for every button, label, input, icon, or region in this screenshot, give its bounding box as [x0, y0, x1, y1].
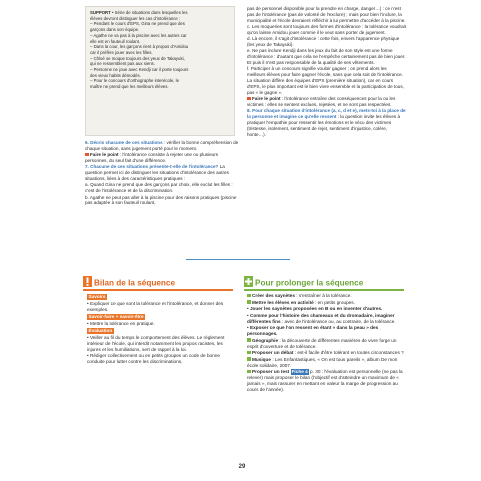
bilan-content [87, 293, 235, 366]
fiche-badge: Fiche 4 [291, 369, 308, 374]
support-line: – Dans la cour, les garçons rient à propos d'Amidou [90, 44, 189, 50]
prolonger-item-4 [247, 350, 407, 356]
right-column [247, 6, 406, 138]
prolonger-item-2c-title: Exposer ce que l'on ressent en étant « dans la peau » des personnages. [247, 325, 379, 336]
question-8-text: : la question invite les élèves à pratiquer l'empathie pour ressentir les émotions et le vécu des victimes (tristesse, isolement, sentiment de rejet, sentiment d'injustice, colère, honte…). [247, 114, 401, 137]
prolonger-item-5-text: : Les Enfantastiques, « On est tous pareils », album De mon école solidaire, 2007. [247, 356, 398, 368]
bullet-square-icon [247, 351, 251, 355]
prolonger-item-6 [247, 369, 407, 393]
question-7-text: La question permet ici de distinguer les situations d'intolérance des autres situations, liées à des caractéristiques pratiques : [85, 164, 229, 182]
support-line: – Pendant le cours d'EPS, Gina ne prend que des [90, 21, 185, 27]
faire-le-point-title: Faire le point [252, 96, 281, 102]
question-7 [85, 164, 240, 182]
support-line: des vieux habits démodés. [90, 72, 141, 78]
support-line: – Personne ne joue avec Kendji car il porte toujours [90, 67, 189, 73]
answer-d: d. Là encore, il s'agit d'intolérance : cette fois, envers l'apparence physique (les yeux de Takayuki). [247, 36, 400, 48]
question-6-text: : vérifier la bonne compréhension de chaque situation, sans jugement porté pour le moment. [85, 140, 239, 151]
prolonger-item-1 [247, 293, 407, 299]
prolonger-item-2a: • Jouer les saynètes proposées en B ou en inventer d'autres. [247, 306, 383, 311]
bilan-title: Bilan de la séquence [94, 278, 175, 288]
prolonger-header [244, 276, 363, 289]
support-line: elle est en fauteuil roulant. [90, 38, 141, 44]
question-8-title: Pour chaque situation d'intolérance (a, c, d et e), mets-toi à la place de la personne et imagine ce qu'elle ressent [247, 108, 406, 120]
bullet-square-icon [247, 300, 251, 304]
question-6-title: Décris chacune de ces situations [90, 140, 163, 145]
savoir-faire-tag: Savoir-faire + savoir-être [88, 314, 144, 320]
evaluation-tag: Évaluation [88, 328, 113, 334]
prolonger-item-4-title: Proposer un débat [252, 350, 294, 355]
prolonger-item-2b-text: : avec de l'intolérance ou, au contraire, de la tolérance. [280, 318, 396, 324]
prolonger-item-3 [247, 338, 407, 350]
support-line: – Agathe ne va pas à la piscine avec les autres car [90, 32, 187, 38]
bilan-band [83, 289, 233, 291]
left-column [85, 140, 240, 207]
question-8-number: 8. [247, 108, 251, 114]
support-line-0: • Série de situations dans lesquelles les [110, 10, 188, 15]
faire-le-point-title: Faire le point [90, 152, 119, 158]
answer-b-continued: pas de personnel disponible pour la prendre en charge, danger…) : ce n'est pas de l'intolérance (pas de volonté de l'exclure) ; mais pour bien l'inclure, la municipalité et l'école devraient réfléchir à lui permettre d'accéder à la piscine. [247, 6, 406, 23]
question-7-b: b. Agathe ne peut pas aller à la piscine pour des raisons pratiques (piscine pas adaptée à son fauteuil roulant, [85, 194, 237, 206]
question-6-number: 6. [85, 140, 89, 145]
support-label: SUPPORT [90, 10, 111, 15]
support-line: qui ne ressemblent pas aux siens. [90, 61, 155, 67]
support-line: – Pour le concours d'orthographe interécole, le [90, 78, 179, 84]
support-line: garçons dans son équipe. [90, 27, 140, 33]
support-box [85, 6, 235, 136]
prolonger-item-3-text: : la découverte de différentes manières de vivre forge un esprit d'ouverture et de tolérance. [247, 337, 397, 349]
prolonger-item-2b: • Comme pour l'histoire des chameaux et du dromadaire, imaginer différentes fins : avec de l'intolérance ou, au contraire, de la tolérance. [247, 312, 396, 324]
prolonger-item-2 [247, 300, 407, 306]
savoir-faire-item: • Mettre la tolérance en pratique. [87, 320, 155, 326]
faire-le-point-text: : l'intolérance entraîne des conséquences pour la ou les victimes : elles se sentent exclues, rejetées, et ne sont pas respectées. [247, 96, 396, 107]
faire-le-point-text: : l'intolérance consiste à rejeter une ou plusieurs personnes, du seul fait d'une différence. [85, 152, 219, 164]
question-6 [85, 140, 240, 152]
bullet-square-icon [247, 357, 251, 361]
support-line: car il préfère jouer avec les filles. [90, 49, 153, 55]
section-divider [186, 259, 290, 260]
prolonger-item-4-text: : est-il facile d'être tolérant en toutes circonstances ? [293, 350, 404, 355]
prolonger-item-1-text: : s'entraîner à la tolérance. [295, 293, 352, 298]
bilan-header [83, 276, 175, 289]
answer-c: c. Les moqueries sont toujours des formes d'intolérance : la tolérance voudrait qu'on laisse Amidou jouer comme il le veut sans porter de jugement. [247, 24, 406, 35]
evaluation-item-1: • Veiller au fil du temps le comportement des élèves. Le règlement intérieur de l'école, qui interdit notamment les propos racistes, les injures et les humiliations, sert de rappel à la loi. [87, 334, 225, 352]
question-7-title: Chacune de ces situations présente-t-elle de l'intolérance? [90, 164, 219, 170]
page-number: 29 [238, 464, 246, 470]
support-line: élèves devront distinguer les cas d'intolérance : [90, 15, 181, 21]
prolonger-item-2-title: Mettre les élèves en activité [252, 299, 314, 305]
faire-le-point-2 [247, 96, 406, 108]
answer-f: f. Participer à un concours signifie vouloir gagner ; on prend alors les meilleurs élèves pour faire gagner l'école, sans que cela soit de l'intolérance. La situation diffère des équipes d'EPS (première situation), car en cours d'EPS, le plus important est le bien vivre ensemble et la participation de tous, pas « le gagne ». [247, 66, 404, 95]
question-7-a: a. Quand Gina ne prend que des garçons par choix, elle exclut les filles : c'est de l'intolérance et de la discrimination. [85, 182, 233, 194]
evaluation-item-2: • Rédiger collectivement ou en petits groupes un code de bonne conduite pour lutter contre les discriminations. [87, 353, 220, 365]
prolonger-item-6-text: p. 30 : l'évaluation est personnelle (ne pas la relever) mais proposer le bilan (l'objectif est d'atteindre un maximum de « jamais », mais rassurer en mettant en valeur la marge de progression au cours de l'année). [247, 369, 403, 392]
prolonger-item-5 [247, 357, 407, 369]
prolonger-item-6-title: Proposer un test [252, 369, 290, 374]
prolonger-band [244, 289, 404, 291]
support-line: – Chloé se moque toujours des yeux de Takayuki, [90, 55, 185, 61]
bullet-square-icon [247, 370, 251, 374]
answer-e: e. Ne pas inclure Kendji dans les jeux du fait de son style est une forme d'intolérance : d'autant que cela ne l'empêche certainement pas de bien jouer. Et puis il n'est pas responsable de la qualité de ses vêtements. [247, 48, 406, 66]
faire-le-point-1 [85, 152, 240, 164]
savoirs-item: • Expliquer ce que sont la tolérance et l'intolérance, et donner des exemples. [87, 300, 224, 312]
prolonger-item-2-text: : en petits groupes. [313, 299, 355, 305]
bullet-square-icon [247, 338, 251, 342]
bullet-square-icon [85, 153, 89, 157]
prolonger-item-2a-title: Jouer les saynètes proposées en B ou en inventer d'autres. [249, 306, 383, 311]
bullet-square-icon [247, 294, 251, 298]
support-line: maître ne prend que les meilleurs élèves. [90, 84, 169, 90]
bullet-square-icon [247, 97, 251, 101]
question-8 [247, 108, 406, 137]
prolonger-item-2b-title: Comme pour l'histoire des chameaux et du dromadaire, imaginer différentes fins [247, 312, 395, 324]
prolonger-item-2c: • Exposer ce que l'on ressent en étant « dans la peau » des personnages. [247, 325, 379, 336]
prolonger-item-3-title: Géographie [252, 337, 279, 343]
prolonger-title: Pour prolonger la séquence [255, 278, 364, 288]
prolonger-item-5-title: Musique [252, 356, 272, 362]
prolonger-item-1-title: Créer des saynètes [252, 293, 295, 298]
prolonger-content [247, 293, 407, 394]
question-7-number: 7. [85, 164, 89, 170]
savoirs-tag: Savoirs [88, 294, 106, 299]
